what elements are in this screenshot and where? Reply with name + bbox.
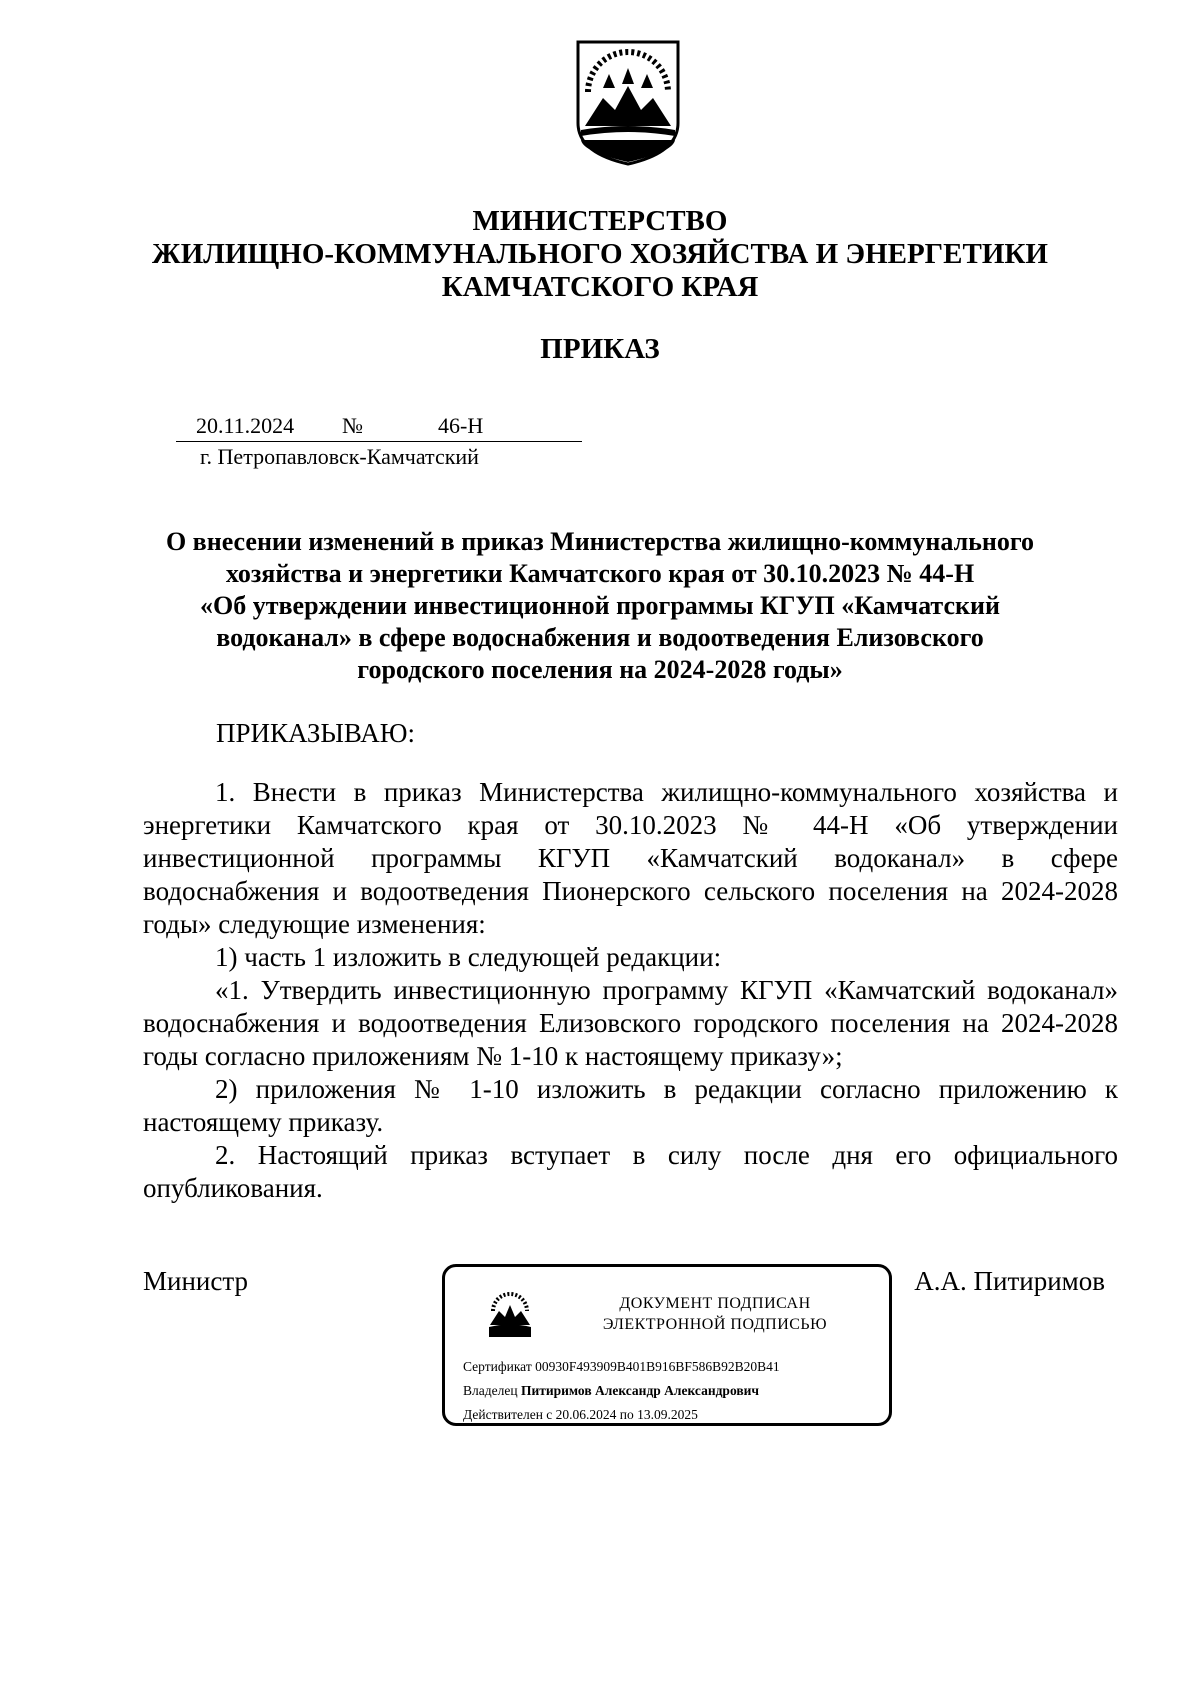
kamchatka-coat-of-arms-icon [573,38,683,168]
certificate-value: 00930F493909B401B916BF586B92B20B41 [535,1359,780,1374]
certificate-label: Сертификат [463,1359,532,1374]
subject-line-1: О внесении изменений в приказ Министерства жилищно-коммунального [165,527,1035,556]
stamp-validity [463,1407,698,1423]
document-type: ПРИКАЗ [540,333,660,365]
body-paragraph-2: 1) часть 1 изложить в следующей редакции: [215,942,722,972]
body-paragraph-4: 2) приложения № 1-10 изложить в редакции согласно приложению к настоящему приказу. [143,1074,1118,1137]
subject-line-2: хозяйства и энергетики Камчатского края от 30.10.2023 № 44-Н [225,559,975,588]
valid-to-label: по [619,1407,634,1422]
document-date: 20.11.2024 [196,413,295,438]
body-paragraph-1: 1. Внести в приказ Министерства жилищно-коммунального хозяйства и энергетики Камчатского края от 30.10.2023 № 44-Н «Об утверждении инвестиционной программы КГУП «Камчатский водоканал» в сфере водоснабжения и водоотведения Пионерского сельского поселения на 2024-2028 годы» следующие изменения: [143,777,1118,939]
subject-line-4: водоканал» в сфере водоснабжения и водоотведения Елизовского [216,623,984,652]
stamp-heading [545,1293,885,1335]
signatory-name: А.А. Питиримов [914,1266,1105,1296]
organization-line-3: КАМЧАТСКОГО КРАЯ [441,271,759,303]
document-place: г. Петропавловск-Камчатский [200,444,479,469]
stamp-owner [463,1383,759,1399]
owner-value: Питиримов Александр Александрович [520,1383,760,1398]
document-body [143,776,1118,1205]
body-paragraph-5: 2. Настоящий приказ вступает в силу после дня его официального опубликования. [143,1140,1118,1203]
valid-to: 13.09.2025 [637,1407,698,1422]
body-paragraph-3: «1. Утвердить инвестиционную программу КГУП «Камчатский водоканал» водоснабжения и водоотведения Елизовского городского поселения на 2024-2028 годы согласно приложениям № 1-10 к настоящему приказу»; [143,975,1118,1071]
signatory-title: Министр [143,1266,248,1296]
subject-line-5: городского поселения на 2024-2028 годы» [357,655,843,684]
stamp-heading-line-1: ДОКУМЕНТ ПОДПИСАН [619,1295,811,1312]
order-word: ПРИКАЗЫВАЮ: [216,718,415,748]
organization-line-1: МИНИСТЕРСТВО [472,205,728,237]
owner-label: Владелец [463,1383,518,1398]
stamp-certificate [463,1359,780,1375]
valid-label: Действителен с [463,1407,553,1422]
electronic-signature-stamp [442,1264,892,1426]
organization-line-2: ЖИЛИЩНО-КОММУНАЛЬНОГО ХОЗЯЙСТВА И ЭНЕРГЕТИКИ [152,238,1048,270]
document-meta-row [176,409,582,442]
subject-line-3: «Об утверждении инвестиционной программы КГУП «Камчатский [200,591,1000,620]
valid-from: 20.06.2024 [555,1407,617,1422]
number-sign: № [342,413,363,438]
document-number: 46-Н [438,413,484,438]
document-subject [0,526,1200,686]
stamp-emblem-icon [485,1289,535,1339]
stamp-heading-line-2: ЭЛЕКТРОННОЙ ПОДПИСЬЮ [602,1316,828,1333]
organization-header [0,205,1200,304]
